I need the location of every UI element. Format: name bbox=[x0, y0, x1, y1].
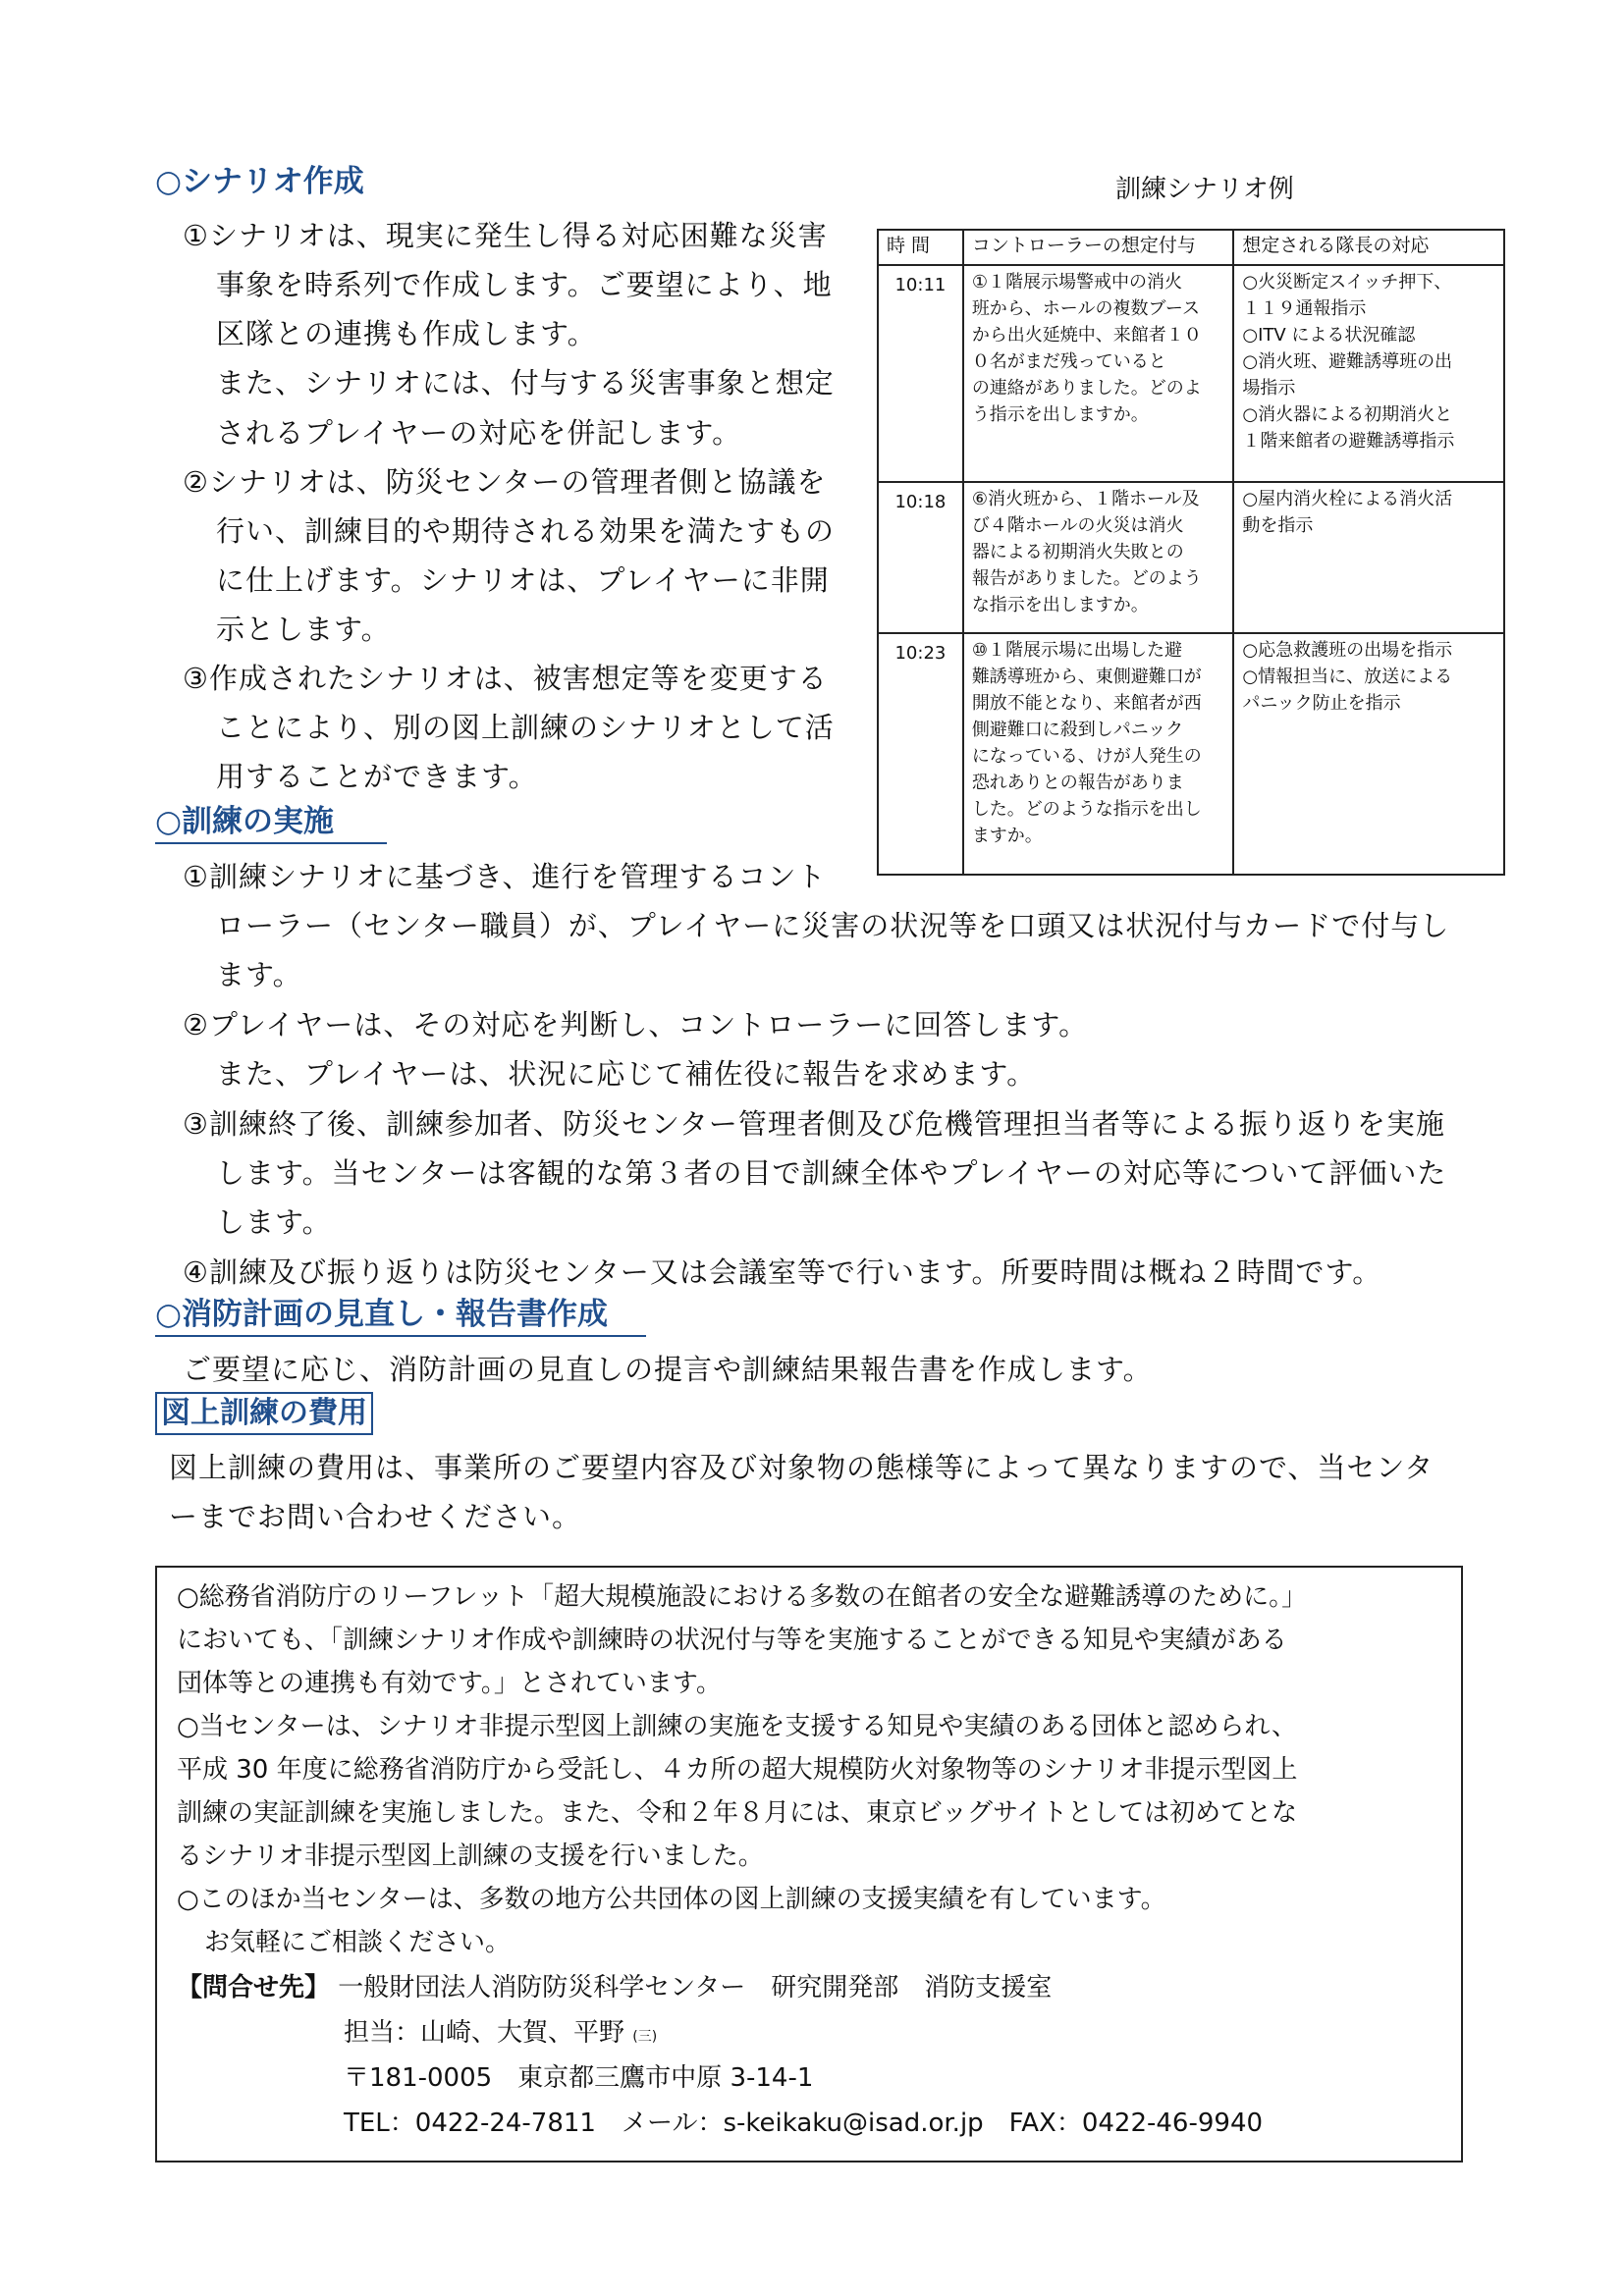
info-line: ○当センターは、シナリオ非提示型図上訓練の実施を支援する知見や実績のある団体と認められ、 bbox=[177, 1712, 1297, 1741]
info-line: ○このほか当センターは、多数の地方公共団体の図上訓練の支援実績を有しています。 bbox=[177, 1885, 1166, 1914]
training-line: ④訓練及び振り返りは防災センター又は会議室等で行います。所要時間は概ね２時間です。 bbox=[183, 1255, 1382, 1289]
cell-response bbox=[1233, 482, 1504, 633]
header-controller: コントローラーの想定付与 bbox=[963, 230, 1234, 265]
cell-line: ⑩１階展示場に出場した避 bbox=[971, 640, 1182, 661]
cell-time: 10:23 bbox=[878, 633, 963, 875]
scenario-line: 用することができます。 bbox=[216, 760, 538, 793]
info-line: 訓練の実証訓練を実施しました。また、令和２年８月には、東京ビッグサイトとしては初めてとな bbox=[177, 1798, 1298, 1828]
cell-line: ○消火器による初期消火と bbox=[1242, 404, 1453, 425]
heading-training: ○訓練の実施 bbox=[155, 803, 387, 844]
heading-review: ○消防計画の見直し・報告書作成 bbox=[155, 1296, 646, 1337]
cell-line: した。どのような指示を出し bbox=[971, 799, 1202, 820]
contact-person-row bbox=[344, 2011, 657, 2058]
contact-person-mark: (三) bbox=[632, 2029, 658, 2045]
training-line: また、プレイヤーは、状況に応じて補佐役に報告を求めます。 bbox=[216, 1057, 1037, 1091]
training-line: します。当センターは客観的な第３者の目で訓練全体やプレイヤーの対応等について評価いた bbox=[216, 1156, 1447, 1190]
cell-line: 開放不能となり、来館者が西 bbox=[971, 693, 1202, 714]
contact-label: 【問合せ先】 bbox=[177, 1973, 331, 2002]
info-box bbox=[155, 1566, 1463, 2163]
cell-line: 報告がありました。どのよう bbox=[971, 568, 1202, 589]
scenario-line: ①シナリオは、現実に発生し得る対応困難な災害 bbox=[183, 219, 828, 252]
cell-line: 恐れありとの報告がありま bbox=[971, 773, 1184, 793]
contact-row bbox=[177, 1966, 1052, 2009]
cell-line: び４階ホールの火災は消火 bbox=[971, 515, 1184, 536]
table-row bbox=[878, 633, 1504, 875]
cell-line: ますか。 bbox=[971, 826, 1043, 846]
info-line: ○総務省消防庁のリーフレット「超大規模施設における多数の在館者の安全な避難誘導のために。」 bbox=[177, 1582, 1308, 1612]
cell-line: １１９通報指示 bbox=[1242, 298, 1367, 319]
cell-line: 側避難口に殺到しパニック bbox=[971, 720, 1184, 740]
training-line: ローラー（センター職員）が、プレイヤーに災害の状況等を口頭又は状況付与カードで付与し bbox=[216, 909, 1450, 942]
cell-line: ⑥消火班から、１階ホール及 bbox=[971, 489, 1200, 509]
table-row bbox=[878, 265, 1504, 482]
cell-controller bbox=[963, 482, 1234, 633]
cell-line: ○屋内消火栓による消火活 bbox=[1242, 489, 1453, 509]
cell-line: ①１階展示場警戒中の消火 bbox=[971, 272, 1182, 293]
training-line: します。 bbox=[216, 1205, 332, 1239]
heading-fee: 図上訓練の費用 bbox=[155, 1392, 373, 1435]
info-line: 団体等との連携も有効です。」とされています。 bbox=[177, 1669, 722, 1698]
cell-controller bbox=[963, 633, 1234, 875]
cell-line: パニック防止を指示 bbox=[1242, 693, 1401, 714]
cell-line: ○消火班、避難誘導班の出 bbox=[1242, 351, 1453, 372]
scenario-line: に仕上げます。シナリオは、プレイヤーに非開 bbox=[216, 563, 830, 597]
cell-line: の連絡がありました。どのよ bbox=[971, 378, 1202, 399]
contact-address: 〒181-0005 東京都三鷹市中原 3-14-1 bbox=[344, 2063, 814, 2093]
contact-phone: TEL：0422-24-7811 メール：s-keikaku@isad.or.jp FAX：0422-46-9940 bbox=[344, 2109, 1264, 2138]
cell-line: になっている、けが人発生の bbox=[971, 746, 1202, 767]
cell-line: 動を指示 bbox=[1242, 515, 1314, 536]
cell-line: ○情報担当に、放送による bbox=[1242, 667, 1453, 687]
scenario-line: ③作成されたシナリオは、被害想定等を変更する bbox=[183, 662, 828, 695]
training-line: ②プレイヤーは、その対応を判断し、コントローラーに回答します。 bbox=[183, 1008, 1089, 1041]
cell-line: な指示を出しますか。 bbox=[971, 595, 1149, 615]
scenario-table bbox=[877, 229, 1505, 876]
cell-line: 班から、ホールの複数ブース bbox=[971, 298, 1201, 319]
info-line: お気軽にご相談ください。 bbox=[204, 1928, 512, 1957]
cell-response bbox=[1233, 633, 1504, 875]
heading-scenario: ○シナリオ作成 bbox=[155, 164, 364, 199]
scenario-line: ②シナリオは、防災センターの管理者側と協議を bbox=[183, 465, 827, 499]
header-response: 想定される隊長の対応 bbox=[1233, 230, 1504, 265]
table-row bbox=[878, 482, 1504, 633]
cell-line: ○応急救護班の出場を指示 bbox=[1242, 640, 1453, 661]
table-header-row bbox=[878, 230, 1504, 265]
cell-line: 場指示 bbox=[1242, 378, 1296, 399]
training-line: ①訓練シナリオに基づき、進行を管理するコント bbox=[183, 860, 827, 893]
scenario-line: 事象を時系列で作成します。ご要望により、地 bbox=[216, 268, 833, 301]
scenario-line: 行い、訓練目的や期待される効果を満たすもの bbox=[216, 514, 836, 548]
cell-line: 難誘導班から、東側避難口が bbox=[971, 667, 1202, 687]
review-line: ご要望に応じ、消防計画の見直しの提言や訓練結果報告書を作成します。 bbox=[183, 1353, 1153, 1386]
info-line: るシナリオ非提示型図上訓練の支援を行いました。 bbox=[177, 1842, 764, 1871]
training-line: ③訓練終了後、訓練参加者、防災センター管理者側及び危機管理担当者等による振り返りを実施 bbox=[183, 1107, 1445, 1141]
cell-controller bbox=[963, 265, 1234, 482]
contact-person: 担当：山崎、大賀、平野 bbox=[344, 2018, 625, 2048]
cell-line: ○火災断定スイッチ押下、 bbox=[1242, 272, 1452, 293]
info-line: においても、「訓練シナリオ作成や訓練時の状況付与等を実施することができる知見や実績がある bbox=[177, 1626, 1287, 1655]
cell-line: ○ITV による状況確認 bbox=[1242, 325, 1416, 346]
cell-response bbox=[1233, 265, 1504, 482]
scenario-line: ことにより、別の図上訓練のシナリオとして活 bbox=[216, 711, 835, 744]
cell-line: １階来館者の避難誘導指示 bbox=[1242, 431, 1455, 452]
scenario-line: 区隊との連携も作成します。 bbox=[216, 317, 597, 350]
cell-time: 10:18 bbox=[878, 482, 963, 633]
info-line: 平成 30 年度に総務省消防庁から受託し、４カ所の超大規模防火対象物等のシナリオ非提示型図上 bbox=[177, 1755, 1298, 1785]
cell-line: う指示を出しますか。 bbox=[971, 404, 1149, 425]
cell-time: 10:11 bbox=[878, 265, 963, 482]
fee-line: ーまでお問い合わせください。 bbox=[169, 1500, 582, 1533]
header-time: 時 間 bbox=[878, 230, 963, 265]
table-caption: 訓練シナリオ例 bbox=[1115, 175, 1294, 204]
fee-line: 図上訓練の費用は、事業所のご要望内容及び対象物の態様等によって異なりますので、当センタ bbox=[169, 1451, 1435, 1484]
scenario-line: 示とします。 bbox=[216, 613, 391, 646]
cell-line: ０名がまだ残っていると bbox=[971, 351, 1166, 372]
cell-line: 器による初期消火失敗との bbox=[971, 542, 1184, 562]
cell-line: から出火延焼中、来館者１０ bbox=[971, 325, 1202, 346]
training-line: ます。 bbox=[216, 958, 302, 991]
contact-org: 一般財団法人消防防災科学センター 研究開発部 消防支援室 bbox=[338, 1973, 1053, 2002]
scenario-line: また、シナリオには、付与する災害事象と想定 bbox=[216, 366, 835, 400]
scenario-line: されるプレイヤーの対応を併記します。 bbox=[216, 416, 742, 450]
